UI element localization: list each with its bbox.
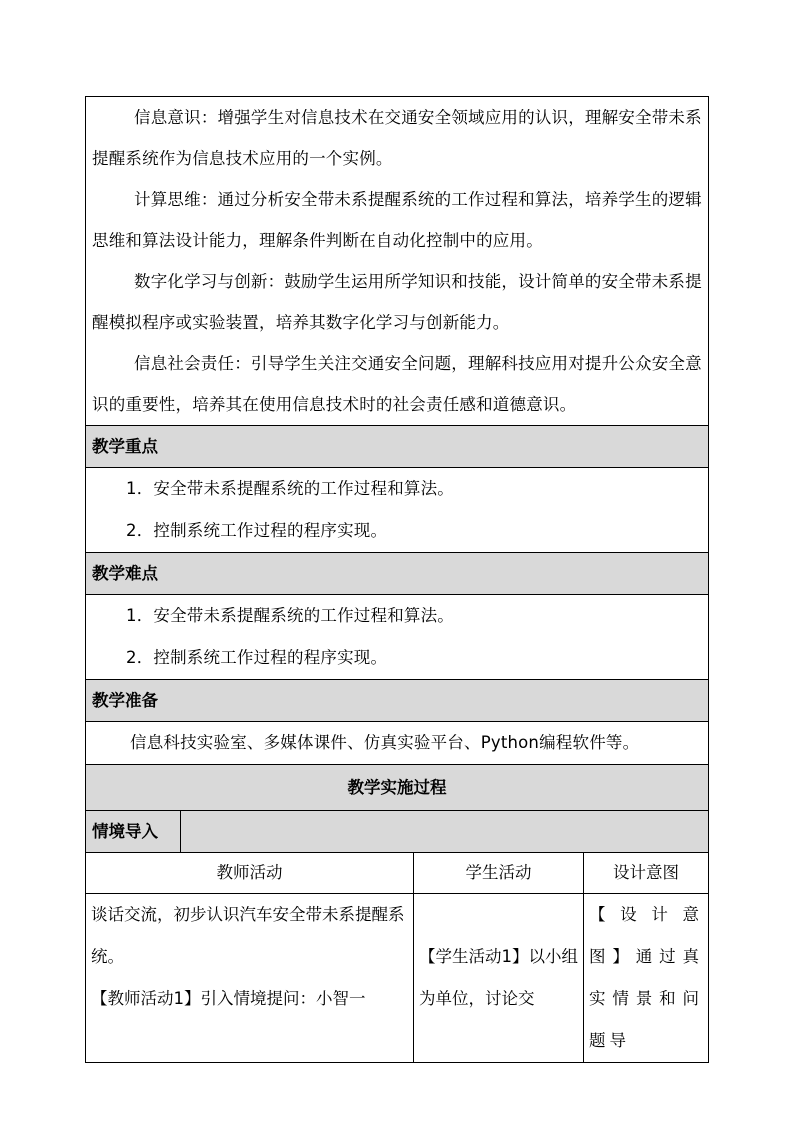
student-activity-header: 学生活动 (414, 853, 584, 894)
stage-label: 情境导入 (86, 811, 181, 853)
stage-blank (181, 811, 709, 853)
lesson-plan-page (85, 96, 708, 1063)
design-intent-cell (584, 894, 709, 1063)
key-point-item: 1．安全带未系提醒系统的工作过程和算法。 (126, 479, 454, 498)
difficult-point-item: 1．安全带未系提醒系统的工作过程和算法。 (126, 606, 454, 625)
lesson-plan-table (85, 96, 709, 1063)
key-points-row (86, 468, 709, 553)
preparation-heading: 教学准备 (86, 680, 709, 722)
preparation-row (86, 722, 709, 765)
teacher-activity-cell (86, 894, 414, 1063)
process-heading: 教学实施过程 (86, 765, 709, 811)
objective-social-responsibility: 信息社会责任：引导学生关注交通安全问题，理解科技应用对提升公众安全意识的重要性，培养其在使用信息技术时的社会责任感和道德意识。 (92, 354, 702, 414)
objective-information-awareness: 信息意识：增强学生对信息技术在交通安全领域应用的认识，理解安全带未系提醒系统作为信息技术应用的一个实例。 (92, 108, 702, 168)
difficult-point-item: 2．控制系统工作过程的程序实现。 (126, 648, 388, 667)
stage-row (86, 811, 709, 853)
key-point-item: 2．控制系统工作过程的程序实现。 (126, 521, 388, 540)
objective-computational-thinking: 计算思维：通过分析安全带未系提醒系统的工作过程和算法，培养学生的逻辑思维和算法设计能力，理解条件判断在自动化控制中的应用。 (92, 190, 702, 250)
objectives-row (86, 97, 709, 426)
preparation-text: 信息科技实验室、多媒体课件、仿真实验平台、Python编程软件等。 (130, 733, 640, 752)
teacher-intro-text: 谈话交流，初步认识汽车安全带未系提醒系统。 (91, 905, 405, 966)
column-header-row (86, 853, 709, 894)
difficult-points-heading: 教学难点 (86, 553, 709, 595)
student-activity-text: 【学生活动1】以小组为单位，讨论交 (419, 947, 578, 1008)
objective-digital-learning: 数字化学习与创新：鼓励学生运用所学知识和技能，设计简单的安全带未系提醒模拟程序或实验装置，培养其数字化学习与创新能力。 (92, 272, 702, 332)
design-intent-header: 设计意图 (584, 853, 709, 894)
difficult-points-row (86, 595, 709, 680)
activity-row (86, 894, 709, 1063)
key-points-heading: 教学重点 (86, 426, 709, 468)
teacher-activity-header: 教师活动 (86, 853, 414, 894)
teacher-activity-text: 【教师活动1】引入情境提问：小智一 (91, 989, 366, 1008)
design-intent-text: 【设计意图】通过真实情景和问题导 (589, 905, 704, 1050)
student-activity-cell (414, 894, 584, 1063)
